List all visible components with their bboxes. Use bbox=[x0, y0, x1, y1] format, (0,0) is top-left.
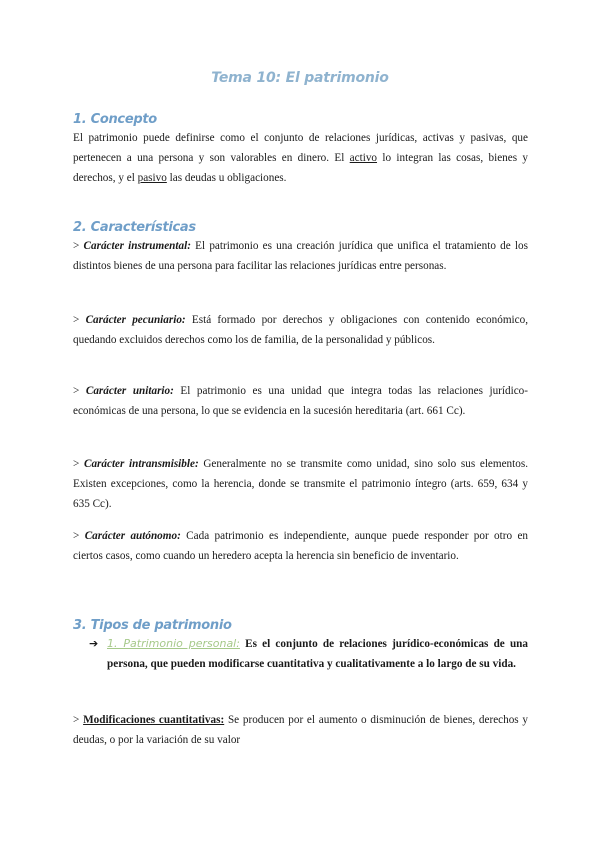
item-label: Carácter instrumental: bbox=[83, 240, 191, 252]
section-heading-tipos: 3. Tipos de patrimonio bbox=[73, 618, 232, 633]
concepto-paragraph bbox=[73, 128, 528, 188]
caracteristica-item bbox=[73, 310, 528, 350]
page-title: Tema 10: El patrimonio bbox=[211, 70, 389, 86]
concepto-text-c: las deudas u obligaciones. bbox=[166, 172, 287, 184]
section-heading-caracteristicas: 2. Características bbox=[73, 220, 196, 235]
item-label: Carácter intransmisible: bbox=[83, 458, 199, 470]
mod-marker: > bbox=[73, 714, 80, 726]
arrow-right-icon: ➔ bbox=[89, 637, 99, 650]
item-marker: > bbox=[73, 385, 80, 397]
activo-term: activo bbox=[349, 152, 378, 164]
modificaciones-item bbox=[73, 710, 528, 750]
caracteristica-item bbox=[73, 454, 528, 514]
item-marker: > bbox=[73, 458, 80, 470]
patrimonio-personal-item bbox=[89, 634, 528, 674]
item-marker: > bbox=[73, 240, 80, 252]
concepto-text-b: lo integran las cosas, bienes y derechos, y el bbox=[73, 152, 528, 184]
caracteristica-item bbox=[73, 236, 528, 276]
patrimonio-personal-title: 1. Patrimonio personal: bbox=[107, 637, 240, 650]
patrimonio-personal-text: Es el conjunto de relaciones jurídico-económicas de una persona, que pueden modificarse cuantitativa y cualitativamente a lo largo de su vida. bbox=[107, 638, 528, 670]
item-label: Carácter autónomo: bbox=[84, 530, 181, 542]
item-text: Generalmente no se transmite como unidad, sino solo sus elementos. Existen excepciones, como la herencia, donde se transmite el patrimonio íntegro (arts. 659, 634 y 635 Cc). bbox=[73, 458, 529, 510]
item-text: Cada patrimonio es independiente, aunque puede responder por otro en ciertos casos, como cuando un heredero acepta la herencia sin beneficio de inventario. bbox=[73, 530, 529, 562]
item-text: El patrimonio es una creación jurídica que unifica el tratamiento de los distintos bienes de una persona para facilitar las relaciones jurídicas entre personas. bbox=[73, 240, 528, 272]
pasivo-term: pasivo bbox=[137, 172, 167, 184]
item-label: Carácter unitario: bbox=[85, 385, 174, 397]
caracteristica-item bbox=[73, 381, 528, 421]
concepto-text-a: El patrimonio puede definirse como el conjunto de relaciones jurídicas, activas y pasivas, que pertenecen a una persona y son valorables en dinero. El bbox=[73, 132, 528, 164]
mod-label: Modificaciones cuantitativas: bbox=[83, 714, 225, 726]
item-marker: > bbox=[73, 530, 80, 542]
item-text: Está formado por derechos y obligaciones con contenido económico, quedando excluidos derechos como los de familia, de la personalidad y públicos. bbox=[73, 314, 529, 346]
item-label: Carácter pecuniario: bbox=[85, 314, 186, 326]
mod-text: Se producen por el aumento o disminución de bienes, derechos y deudas, o por la variación de su valor bbox=[73, 714, 529, 746]
section-heading-concepto: 1. Concepto bbox=[73, 112, 157, 127]
item-marker: > bbox=[73, 314, 80, 326]
item-text: El patrimonio es una unidad que integra todas las relaciones jurídico-económicas de una persona, lo que se evidencia en la sucesión hereditaria (art. 661 Cc). bbox=[73, 385, 528, 417]
caracteristica-item bbox=[73, 526, 528, 566]
